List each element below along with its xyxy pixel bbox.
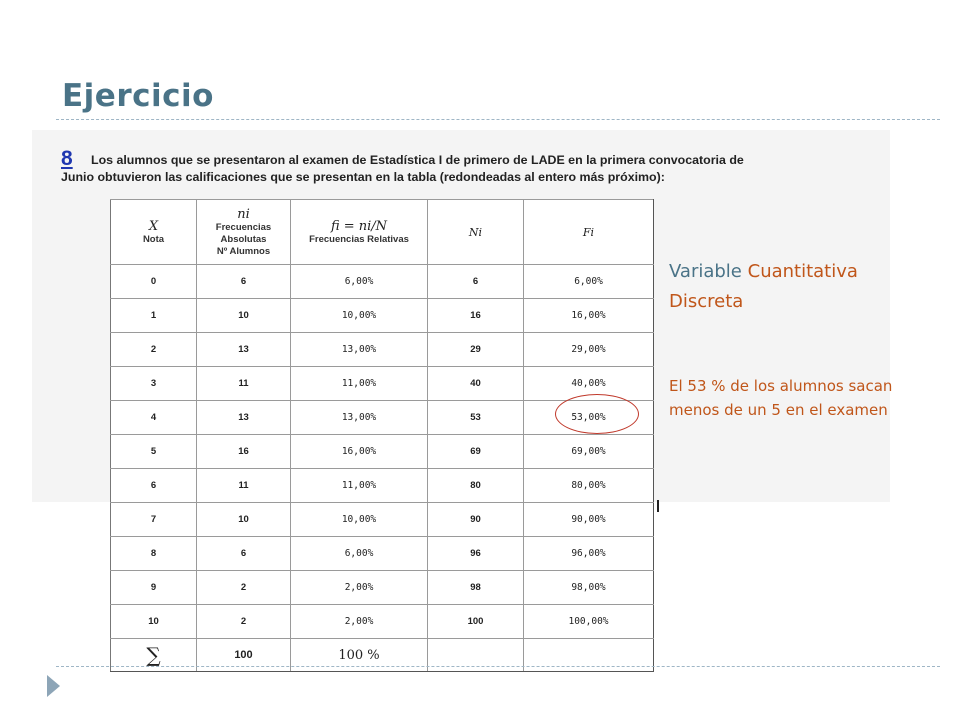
cell-fi-value: 6,00% xyxy=(344,548,374,559)
cell-fi-value: 2,00% xyxy=(344,582,374,593)
cell-x xyxy=(111,605,197,639)
cell-Ni-value: 69 xyxy=(470,446,481,457)
cell-ni-value: 2 xyxy=(240,616,247,627)
cell-Fi xyxy=(524,299,654,333)
cell-fi-value: 11,00% xyxy=(341,480,377,491)
cell-ni-value: 6 xyxy=(240,548,247,559)
header-x-symbol: X xyxy=(148,218,159,234)
cell-ni-value: 16 xyxy=(238,446,249,457)
table-body xyxy=(111,265,654,639)
cell-Ni xyxy=(428,401,524,435)
cell-x xyxy=(111,401,197,435)
cell-Ni xyxy=(428,469,524,503)
header-Fi xyxy=(524,200,654,265)
cell-Fi xyxy=(524,503,654,537)
cell-x xyxy=(111,435,197,469)
cell-ni xyxy=(197,265,291,299)
highlight-circle xyxy=(555,394,639,434)
cell-fi xyxy=(291,537,428,571)
cell-x-value: 3 xyxy=(150,378,157,389)
cell-x-value: 2 xyxy=(150,344,157,355)
cell-x-value: 1 xyxy=(150,310,157,321)
cell-Fi xyxy=(524,333,654,367)
exercise-statement-line2: Junio obtuvieron las calificaciones que se presentan en la tabla (redondeadas al entero más próximo): xyxy=(61,170,665,184)
cell-Ni xyxy=(428,333,524,367)
cell-x xyxy=(111,503,197,537)
footer-divider xyxy=(56,666,940,667)
cell-Ni xyxy=(428,605,524,639)
sum-fi-total: 100 % xyxy=(338,647,380,663)
cell-Fi-value: 96,00% xyxy=(571,548,606,559)
table-row xyxy=(111,503,654,537)
header-ni-label3: Nº Alumnos xyxy=(216,245,271,257)
header-ni xyxy=(197,200,291,265)
cell-Ni-value: 98 xyxy=(470,582,481,593)
table-row xyxy=(111,605,654,639)
variable-type: Cuantitativa xyxy=(747,261,858,282)
cell-ni xyxy=(197,333,291,367)
cell-Fi-value: 6,00% xyxy=(574,276,603,287)
variable-kind: Discreta xyxy=(669,291,744,312)
cell-ni-value: 13 xyxy=(238,344,249,355)
cell-Fi xyxy=(524,605,654,639)
cell-fi-value: 11,00% xyxy=(341,378,377,389)
header-fi-formula: fi = ni/N xyxy=(330,218,388,234)
table-row xyxy=(111,333,654,367)
cell-x-value: 0 xyxy=(150,276,157,287)
cell-Ni-value: 16 xyxy=(470,310,481,321)
cell-fi xyxy=(291,367,428,401)
variable-word: Variable xyxy=(669,261,742,282)
cell-Fi-value: 100,00% xyxy=(568,616,609,627)
cell-Ni xyxy=(428,537,524,571)
header-fi-label: Frecuencias Relativas xyxy=(309,233,409,245)
table-row xyxy=(111,571,654,605)
cell-ni xyxy=(197,605,291,639)
frequency-table xyxy=(110,199,654,672)
cell-fi xyxy=(291,299,428,333)
cell-Ni-value: 40 xyxy=(470,378,481,389)
sum-symbol: ∑ xyxy=(146,643,161,667)
exercise-number: 8 xyxy=(61,147,73,170)
cell-Ni-value: 80 xyxy=(470,480,481,491)
table-row xyxy=(111,435,654,469)
cell-fi-value: 16,00% xyxy=(341,446,377,457)
cell-fi-value: 13,00% xyxy=(341,412,377,423)
cell-Fi-value: 98,00% xyxy=(571,582,606,593)
header-ni-label1: Frecuencias xyxy=(215,221,272,233)
cell-Ni xyxy=(428,367,524,401)
cell-fi xyxy=(291,571,428,605)
cell-Ni-value: 6 xyxy=(472,276,479,287)
title-divider xyxy=(56,119,940,120)
cell-x-value: 6 xyxy=(150,480,157,491)
cell-Ni-value: 100 xyxy=(467,616,484,627)
cell-ni-value: 2 xyxy=(240,582,247,593)
cell-fi xyxy=(291,265,428,299)
cell-Fi-value: 53,00% xyxy=(571,412,606,423)
exercise-statement-line1: Los alumnos que se presentaron al examen de Estadística I de primero de LADE en la primera convocatoria de xyxy=(91,153,744,167)
cell-x xyxy=(111,537,197,571)
cell-ni xyxy=(197,435,291,469)
slide-nav-arrow-icon xyxy=(47,675,60,697)
header-ni-symbol: ni xyxy=(237,206,250,222)
cell-Fi xyxy=(524,537,654,571)
cell-x xyxy=(111,265,197,299)
exercise-statement xyxy=(61,152,866,186)
interpretation-note: El 53 % de los alumnos sacan menos de un 5 en el examen xyxy=(669,377,893,419)
header-Ni xyxy=(428,200,524,265)
cell-x xyxy=(111,333,197,367)
cell-ni xyxy=(197,401,291,435)
cell-Ni-value: 90 xyxy=(470,514,481,525)
cell-ni-value: 6 xyxy=(240,276,247,287)
cell-ni-value: 10 xyxy=(238,514,249,525)
table-header-row xyxy=(111,200,654,265)
cell-Ni xyxy=(428,503,524,537)
cell-ni xyxy=(197,367,291,401)
cell-ni xyxy=(197,571,291,605)
cell-ni-value: 11 xyxy=(238,378,249,389)
table-row xyxy=(111,537,654,571)
cell-x-value: 8 xyxy=(150,548,157,559)
cell-Ni-value: 29 xyxy=(470,344,481,355)
cell-ni xyxy=(197,503,291,537)
cell-Ni xyxy=(428,299,524,333)
cell-fi xyxy=(291,435,428,469)
cell-fi-value: 6,00% xyxy=(344,276,374,287)
cell-Fi xyxy=(524,571,654,605)
cell-Ni xyxy=(428,435,524,469)
scan-artifact xyxy=(657,500,659,512)
cell-ni xyxy=(197,469,291,503)
cell-Ni-value: 96 xyxy=(470,548,481,559)
table-row xyxy=(111,469,654,503)
cell-Fi-value: 90,00% xyxy=(571,514,606,525)
cell-ni-value: 10 xyxy=(238,310,249,321)
cell-fi xyxy=(291,503,428,537)
cell-x xyxy=(111,571,197,605)
header-fi xyxy=(291,200,428,265)
cell-Fi xyxy=(524,469,654,503)
header-x-label: Nota xyxy=(142,233,165,245)
cell-x xyxy=(111,367,197,401)
cell-Fi-value: 40,00% xyxy=(571,378,606,389)
cell-Ni xyxy=(428,265,524,299)
cell-Ni xyxy=(428,571,524,605)
table-row xyxy=(111,265,654,299)
cell-fi-value: 10,00% xyxy=(341,514,377,525)
cell-Fi xyxy=(524,265,654,299)
header-Fi-symbol: Fi xyxy=(582,225,595,239)
cell-Fi-value: 80,00% xyxy=(571,480,606,491)
cell-x-value: 7 xyxy=(150,514,157,525)
sum-ni-total: 100 xyxy=(234,649,253,661)
cell-ni-value: 11 xyxy=(238,480,249,491)
header-x xyxy=(111,200,197,265)
cell-Fi-value: 29,00% xyxy=(571,344,606,355)
cell-fi xyxy=(291,605,428,639)
variable-type-label xyxy=(669,257,858,317)
cell-x-value: 5 xyxy=(150,446,157,457)
cell-x-value: 4 xyxy=(150,412,157,423)
table-row xyxy=(111,299,654,333)
cell-ni xyxy=(197,299,291,333)
cell-fi-value: 13,00% xyxy=(341,344,377,355)
cell-x-value: 9 xyxy=(150,582,157,593)
cell-fi-value: 2,00% xyxy=(344,616,374,627)
cell-ni xyxy=(197,537,291,571)
cell-ni-value: 13 xyxy=(238,412,249,423)
header-ni-label2: Absolutas xyxy=(220,233,267,245)
cell-Fi xyxy=(524,435,654,469)
cell-x xyxy=(111,469,197,503)
table-row xyxy=(111,367,654,401)
header-Ni-symbol: Ni xyxy=(468,225,483,239)
slide-title: Ejercicio xyxy=(62,78,214,114)
cell-Ni-value: 53 xyxy=(470,412,481,423)
cell-Fi-value: 69,00% xyxy=(571,446,606,457)
cell-fi-value: 10,00% xyxy=(341,310,377,321)
cell-x xyxy=(111,299,197,333)
cell-Fi-value: 16,00% xyxy=(571,310,606,321)
cell-x-value: 10 xyxy=(148,616,159,627)
cell-fi xyxy=(291,333,428,367)
cell-fi xyxy=(291,469,428,503)
cell-fi xyxy=(291,401,428,435)
